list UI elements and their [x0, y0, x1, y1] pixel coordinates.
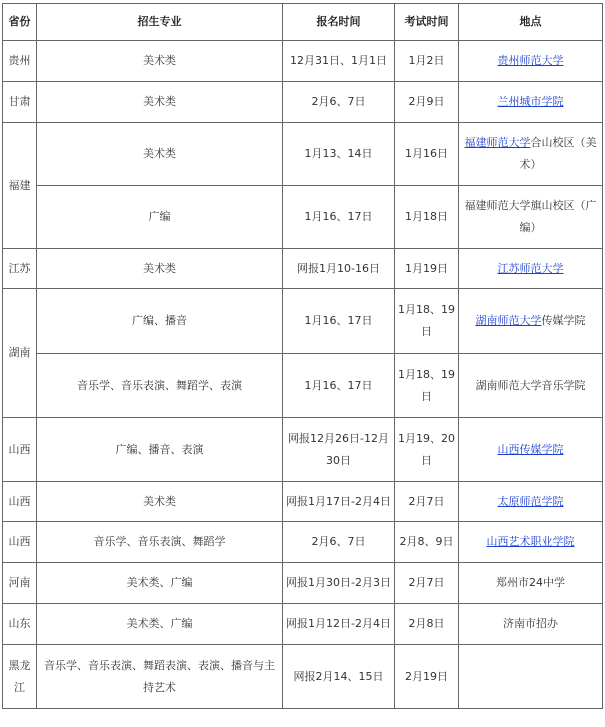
cell-major: 美术类: [37, 482, 283, 522]
cell-province: 山西: [3, 418, 37, 482]
cell-registration-time: 网报1月10-16日: [283, 249, 395, 289]
cell-exam-time: 2月8日: [395, 604, 459, 645]
cell-major: 广编、播音: [37, 289, 283, 354]
cell-registration-time: 1月13、14日: [283, 123, 395, 186]
cell-exam-time: 2月7日: [395, 482, 459, 522]
cell-location: [459, 249, 603, 289]
cell-major: 音乐学、音乐表演、舞蹈学: [37, 522, 283, 563]
cell-exam-time: 1月16日: [395, 123, 459, 186]
cell-major: 美术类: [37, 41, 283, 82]
cell-major: 美术类、广编: [37, 604, 283, 645]
table-row: [3, 563, 603, 604]
cell-location: [459, 522, 603, 563]
cell-major: 广编: [37, 186, 283, 249]
location-link[interactable]: 贵州师范大学: [497, 54, 564, 67]
header-registration-time: 报名时间: [283, 4, 395, 41]
cell-registration-time: 1月16、17日: [283, 186, 395, 249]
cell-exam-time: 1月19、20日: [395, 418, 459, 482]
cell-major: 美术类: [37, 123, 283, 186]
header-province: 省份: [3, 4, 37, 41]
cell-province: 福建: [3, 123, 37, 249]
cell-registration-time: 1月16、17日: [283, 289, 395, 354]
header-exam-time: 考试时间: [395, 4, 459, 41]
table-row: [3, 482, 603, 522]
cell-exam-time: 2月9日: [395, 82, 459, 123]
cell-province: 黑龙江: [3, 645, 37, 709]
cell-exam-time: 2月7日: [395, 563, 459, 604]
cell-registration-time: 2月6、7日: [283, 82, 395, 123]
location-link[interactable]: 兰州城市学院: [497, 95, 564, 108]
cell-major: 美术类: [37, 82, 283, 123]
location-link[interactable]: 福建师范大学: [464, 136, 531, 149]
header-major: 招生专业: [37, 4, 283, 41]
cell-location: [459, 482, 603, 522]
cell-province: 河南: [3, 563, 37, 604]
location-suffix: 传媒学院: [541, 314, 586, 327]
cell-location: 福建师范大学旗山校区（广编）: [459, 186, 603, 249]
cell-location: [459, 289, 603, 354]
cell-registration-time: 网报1月17日-2月4日: [283, 482, 395, 522]
cell-registration-time: 网报12月26日-12月30日: [283, 418, 395, 482]
cell-registration-time: 12月31日、1月1日: [283, 41, 395, 82]
cell-province: 江苏: [3, 249, 37, 289]
cell-major: 美术类: [37, 249, 283, 289]
admission-schedule-table: [2, 3, 603, 709]
cell-exam-time: 1月2日: [395, 41, 459, 82]
cell-major: 美术类、广编: [37, 563, 283, 604]
cell-location: 湖南师范大学音乐学院: [459, 354, 603, 418]
cell-registration-time: 网报1月12日-2月4日: [283, 604, 395, 645]
cell-location: [459, 123, 603, 186]
cell-exam-time: 1月18、19日: [395, 289, 459, 354]
table-row: [3, 82, 603, 123]
cell-registration-time: 2月6、7日: [283, 522, 395, 563]
cell-exam-time: 2月19日: [395, 645, 459, 709]
location-link[interactable]: 太原师范学院: [497, 494, 564, 508]
cell-location: 郑州市24中学: [459, 563, 603, 604]
location-link[interactable]: 山西艺术职业学院: [486, 535, 575, 548]
table-row: [3, 249, 603, 289]
cell-province: 贵州: [3, 41, 37, 82]
cell-location: 济南市招办: [459, 604, 603, 645]
cell-province: 山西: [3, 522, 37, 563]
cell-exam-time: 1月18日: [395, 186, 459, 249]
table-row: [3, 123, 603, 186]
cell-exam-time: 1月18、19日: [395, 354, 459, 418]
table-header-row: [3, 4, 603, 41]
cell-registration-time: 1月16、17日: [283, 354, 395, 418]
cell-province: 山东: [3, 604, 37, 645]
cell-province: 山西: [3, 482, 37, 522]
cell-location: [459, 645, 603, 709]
cell-registration-time: 网报1月30日-2月3日: [283, 563, 395, 604]
cell-registration-time: 网报2月14、15日: [283, 645, 395, 709]
table-row: [3, 604, 603, 645]
cell-major: 广编、播音、表演: [37, 418, 283, 482]
location-link[interactable]: 山西传媒学院: [497, 442, 564, 456]
cell-province: 甘肃: [3, 82, 37, 123]
cell-major: 音乐学、音乐表演、舞蹈表演、表演、播音与主持艺术: [37, 645, 283, 709]
cell-location: [459, 82, 603, 123]
location-link[interactable]: 江苏师范大学: [497, 261, 564, 275]
table-row: [3, 289, 603, 354]
table-row: [3, 645, 603, 709]
cell-exam-time: 2月8、9日: [395, 522, 459, 563]
table-row: [3, 41, 603, 82]
cell-exam-time: 1月19日: [395, 249, 459, 289]
location-link[interactable]: 湖南师范大学: [475, 314, 542, 327]
cell-major: 音乐学、音乐表演、舞蹈学、表演: [37, 354, 283, 418]
table-row: [3, 418, 603, 482]
cell-location: [459, 41, 603, 82]
cell-location: [459, 418, 603, 482]
cell-province: 湖南: [3, 289, 37, 418]
table-row: [3, 354, 603, 418]
table-row: [3, 522, 603, 563]
header-location: 地点: [459, 4, 603, 41]
table-row: [3, 186, 603, 249]
location-suffix: 合山校区（美术）: [519, 136, 597, 171]
